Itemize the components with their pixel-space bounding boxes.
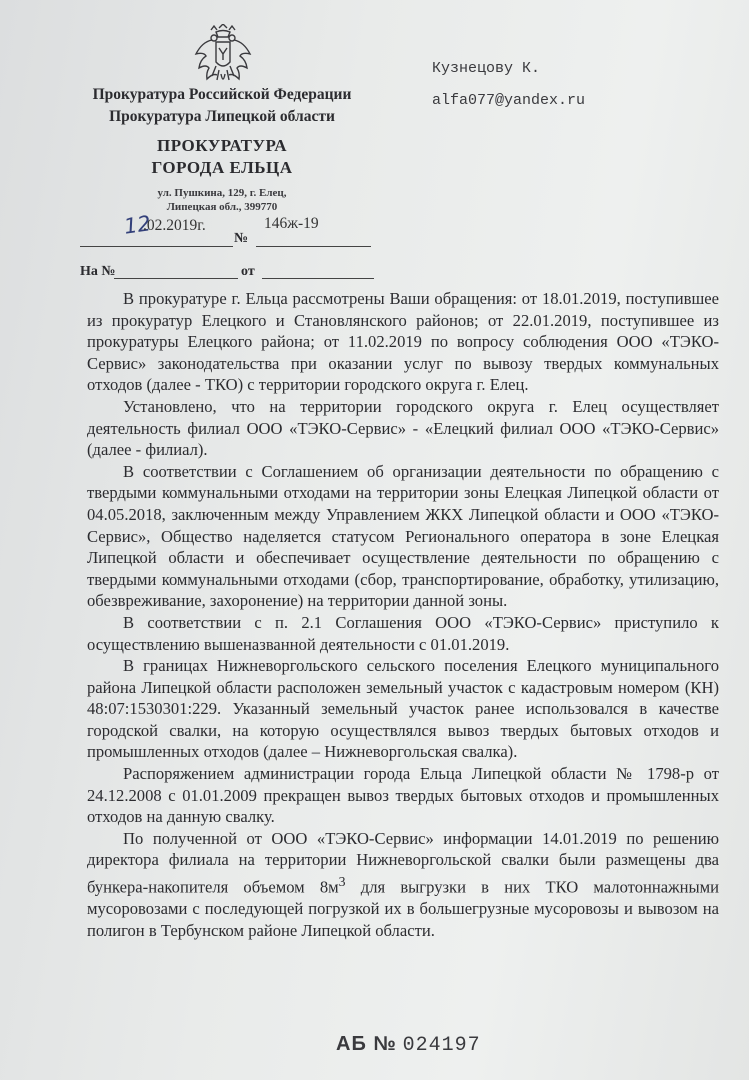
body-paragraph: В границах Нижневоргольского сельского поселения Елецкого муниципального района Липецкой области расположен земельный участок с кадастровым номером (КН) 48:07:1530301:229. Указанный земельный участок ранее использовался в качестве городской свалки, на которую осуществлялся вывоз твердых бытовых отходов и промышленных отходов (далее – Нижневоргольская свалка).: [87, 656, 719, 762]
cubic-superscript: 3: [338, 874, 346, 890]
last-paragraph-start: По полученной от ООО «ТЭКО-Сервис» информации 14.01.2019 по решению директора филиала на территории Нижневоргольской свалки были размещены два бункера-накопителя объемом 8м: [87, 828, 719, 897]
address-line-2: Липецкая обл., 399770: [166, 201, 278, 213]
recipient-name: Кузнецову К.: [432, 60, 541, 77]
reference-number-label: На №: [80, 264, 116, 279]
office-title-line-1: ПРОКУРАТУРА: [157, 136, 287, 155]
organization-line-2: Прокуратура Липецкой области: [109, 108, 335, 125]
body-paragraph-last: [87, 828, 719, 942]
last-paragraph-end: для выгрузки в них ТКО малотоннажными мусоровозами с последующей погрузкой их в большегрузные мусоровозы и вывозом на полигон в Тербунском районе Липецкой области.: [87, 877, 719, 940]
body-paragraph: В соответствии с п. 2.1 Соглашения ООО «ТЭКО-Сервис» приступило к осуществлению вышеназванной деятельности с 01.01.2019.: [87, 612, 719, 654]
handwritten-day: 12: [122, 211, 153, 239]
reference-date-underline: [262, 278, 374, 279]
body-paragraph: В прокуратуре г. Ельца рассмотрены Ваши обращения: от 18.01.2019, поступившее из прокуратур Елецкого и Становлянского районов; от 22.01.2019, поступившее из прокуратуры Елецкого района; от 11.02.2019 по вопросу соблюдения ООО «ТЭКО-Сервис» законодательства при оказании услуг по вывозу твердых коммунальных отходов (далее - ТКО) с территории городского округа г. Елец.: [87, 289, 719, 395]
form-serial: [336, 1033, 481, 1057]
registration-underline-right: [256, 246, 371, 247]
coat-of-arms-icon: [194, 24, 252, 88]
number-sign: №: [234, 231, 249, 246]
serial-prefix: АБ №: [336, 1033, 397, 1055]
printed-date: .02.2019г.: [143, 217, 206, 234]
office-title-line-2: ГОРОДА ЕЛЬЦА: [151, 158, 293, 177]
serial-number: 024197: [402, 1034, 481, 1057]
registration-number: 146ж-19: [264, 215, 319, 232]
organization-line-1: Прокуратура Российской Федерации: [92, 86, 352, 103]
reference-number-underline: [114, 278, 238, 279]
body-paragraph: Распоряжением администрации города Ельца Липецкой области № 1798-р от 24.12.2008 с 01.01.2009 прекращен вывоз твердых бытовых отходов и промышленных отходов на данную свалку.: [87, 764, 719, 827]
address-line-1: ул. Пушкина, 129, г. Елец,: [157, 187, 287, 199]
recipient-email: alfa077@yandex.ru: [432, 92, 586, 109]
reference-date-label: от: [241, 264, 255, 279]
registration-underline-left: [80, 246, 233, 247]
body-paragraph: В соответствии с Соглашением об организации деятельности по обращению с твердыми коммунальными отходами на территории зоны Елецкая Липецкой области от 04.05.2018, заключенным между Управлением ЖКХ Липецкой области и ООО «ТЭКО-Сервис», Общество наделяется статусом Регионального оператора в зоне Елецкая Липецкой области и обеспечивает осуществление деятельности по обращению с твердыми коммунальными отходами (сбор, транспортирование, обработку, утилизацию, обезвреживание, захоронение) на территории данной зоны.: [87, 461, 719, 611]
letter-body: [87, 288, 719, 941]
body-paragraph: Установлено, что на территории городского округа г. Елец осуществляет деятельность филиал ООО «ТЭКО-Сервис» - «Елецкий филиал ООО «ТЭКО-Сервис» (далее - филиал).: [87, 396, 719, 460]
